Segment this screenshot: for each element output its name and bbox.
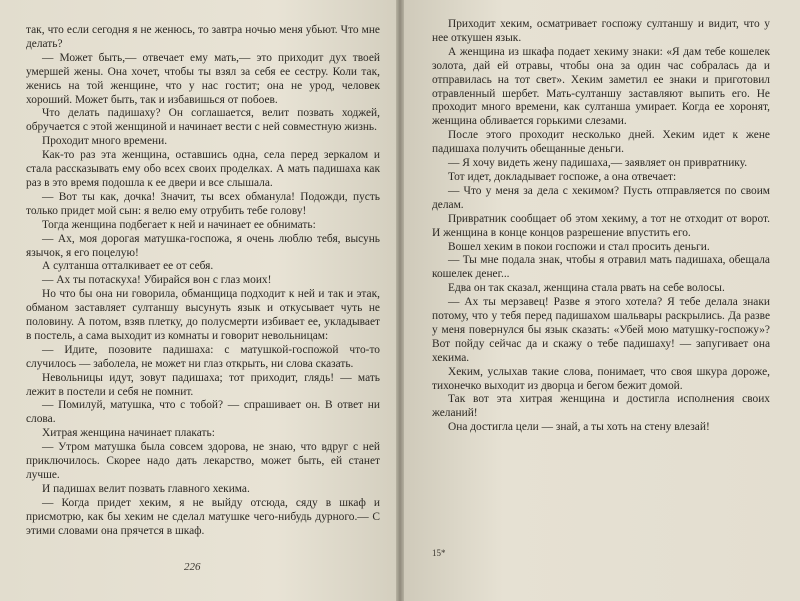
- paragraph: Приходит хеким, осматривает госпожу султаншу и видит, что у нее откушен язык.: [432, 18, 770, 44]
- paragraph: Невольницы идут, зовут падишаха; тот приходит, глядь! — мать лежит в постели и себя не помнит.: [26, 371, 380, 398]
- paragraph: — Идите, позовите падишаха: с матушкой-госпожой что-то случилось — заболела, не может ни глаз открыть, ни слова сказать.: [26, 343, 380, 370]
- paragraph: Едва он так сказал, женщина стала рвать на себе волосы.: [448, 282, 725, 295]
- paragraph: — Утром матушка была совсем здорова, не знаю, что вдруг с ней приключилось. Скорее надо дать лекарство, может быть, ей станет лучше.: [26, 441, 380, 481]
- paragraph: Но что бы она ни говорила, обманщица подходит к ней и так и этак, обманом заставляет султаншу высунуть язык и откусывает чуть не половину. А потом, взяв плетку, до полусмерти избивает ее, укладывает в постель, а сама выходит из комнаты и говорит невольницам:: [26, 288, 380, 342]
- page-number: 226: [184, 561, 201, 573]
- paragraph: Она достигла цели — знай, а ты хоть на стену влезай!: [448, 421, 710, 434]
- paragraph: — Вот ты как, дочка! Значит, ты всех обманула! Подожди, пусть только придет мой сын: я велю ему отрубить тебе голову!: [26, 190, 380, 217]
- paragraph: Тогда женщина подбегает к ней и начинает ее обнимать:: [42, 218, 316, 231]
- paragraph: Так вот эта хитрая женщина и достигла исполнения своих желаний!: [432, 393, 770, 420]
- paragraph: — Что у меня за дела с хекимом? Пусть отправляется по своим делам.: [432, 184, 770, 211]
- paragraph: А султанша отталкивает ее от себя.: [42, 260, 214, 273]
- paragraph: Хитрая женщина начинает плакать:: [42, 427, 215, 440]
- paragraph: Хеким, услыхав такие слова, понимает, что своя шкура дороже, тихонечко выходит из дворца и бегом бежит домой.: [432, 365, 770, 392]
- left-page-text: [26, 24, 380, 539]
- paragraph: А женщина из шкафа подает хекиму знаки: «Я дам тебе кошелек золота, дай ей отравы, чтобы она за один час собралась да и отправилась на тот свет». Хеким заметил ее знаки и приготовил отравленный шербет. Мать-султаншу заставляют выпить его. Не проходит много времени, как султанша умирает. Когда ее хоронят, женщина обливается горькими слезами.: [432, 45, 770, 128]
- paragraph: Проходит много времени.: [42, 135, 168, 148]
- signature-mark: 15*: [432, 548, 446, 558]
- paragraph: Привратник сообщает об этом хекиму, а тот не отходит от ворот. И женщина в конце концов разрешение впустить его.: [432, 212, 770, 239]
- paragraph: — Помилуй, матушка, что с тобой? — спрашивает он. В ответ ни слова.: [26, 399, 380, 426]
- paragraph: После этого проходит несколько дней. Хеким идет к жене падишаха получить обещанные деньги.: [432, 129, 770, 156]
- paragraph: Тот идет, докладывает госпоже, а она отвечает:: [448, 170, 677, 183]
- paragraph: — Может быть,— отвечает ему мать,— это приходит дух твоей умершей жены. Она хочет, чтобы ты взял за себя ее сестру. Коли так, женись на той женщине, что у нас гостит; она не урод, человек хороший. Может быть, так и избавишься от побоев.: [26, 51, 380, 106]
- left-page: [0, 0, 396, 601]
- paragraph: — Ты мне подала знак, чтобы я отравил мать падишаха, обещала кошелек денег...: [432, 254, 770, 281]
- paragraph: — Ах ты потаскуха! Убирайся вон с глаз моих!: [42, 274, 272, 287]
- paragraph: — Я хочу видеть жену падишаха,— заявляет он привратнику.: [448, 157, 748, 170]
- right-page-text: [432, 18, 770, 435]
- book-gutter: [396, 0, 404, 601]
- right-page: [404, 0, 800, 601]
- paragraph: — Когда придет хеким, я не выйду отсюда, сяду в шкаф и присмотрю, как бы хеким не сделал матушке чего-нибудь дурного.— С этими словами она прячется в шкаф.: [26, 496, 380, 537]
- paragraph: Что делать падишаху? Он соглашается, велит позвать ходжей, обручается с этой женщиной и начинает вести с ней совместную жизнь.: [26, 107, 380, 134]
- paragraph: — Ах, моя дорогая матушка-госпожа, я очень люблю тебя, высунь язычок, я его поцелую!: [26, 232, 380, 259]
- paragraph: Вошел хеким в покои госпожи и стал просить деньги.: [448, 240, 710, 253]
- paragraph: Как-то раз эта женщина, оставшись одна, села перед зеркалом и стала рассказывать ему обо всех своих проделках. А мать падишаха как раз в это время подошла к ее двери и все слышала.: [26, 149, 380, 189]
- paragraph: И падишах велит позвать главного хекима.: [42, 482, 250, 495]
- paragraph: — Ах ты мерзавец! Разве я этого хотела? Я тебе делала знаки потому, что у тебя перед падишахом шальвары раскрылись. Да разве у меня повернулся бы язык сказать: «Убей мою матушку-госпожу»? Вот пойду сейчас да и скажу о тебе падишаху! — запугивает она хекима.: [432, 296, 770, 364]
- paragraph: так, что если сегодня я не женюсь, то завтра ночью меня убьют. Что мне делать?: [26, 24, 380, 50]
